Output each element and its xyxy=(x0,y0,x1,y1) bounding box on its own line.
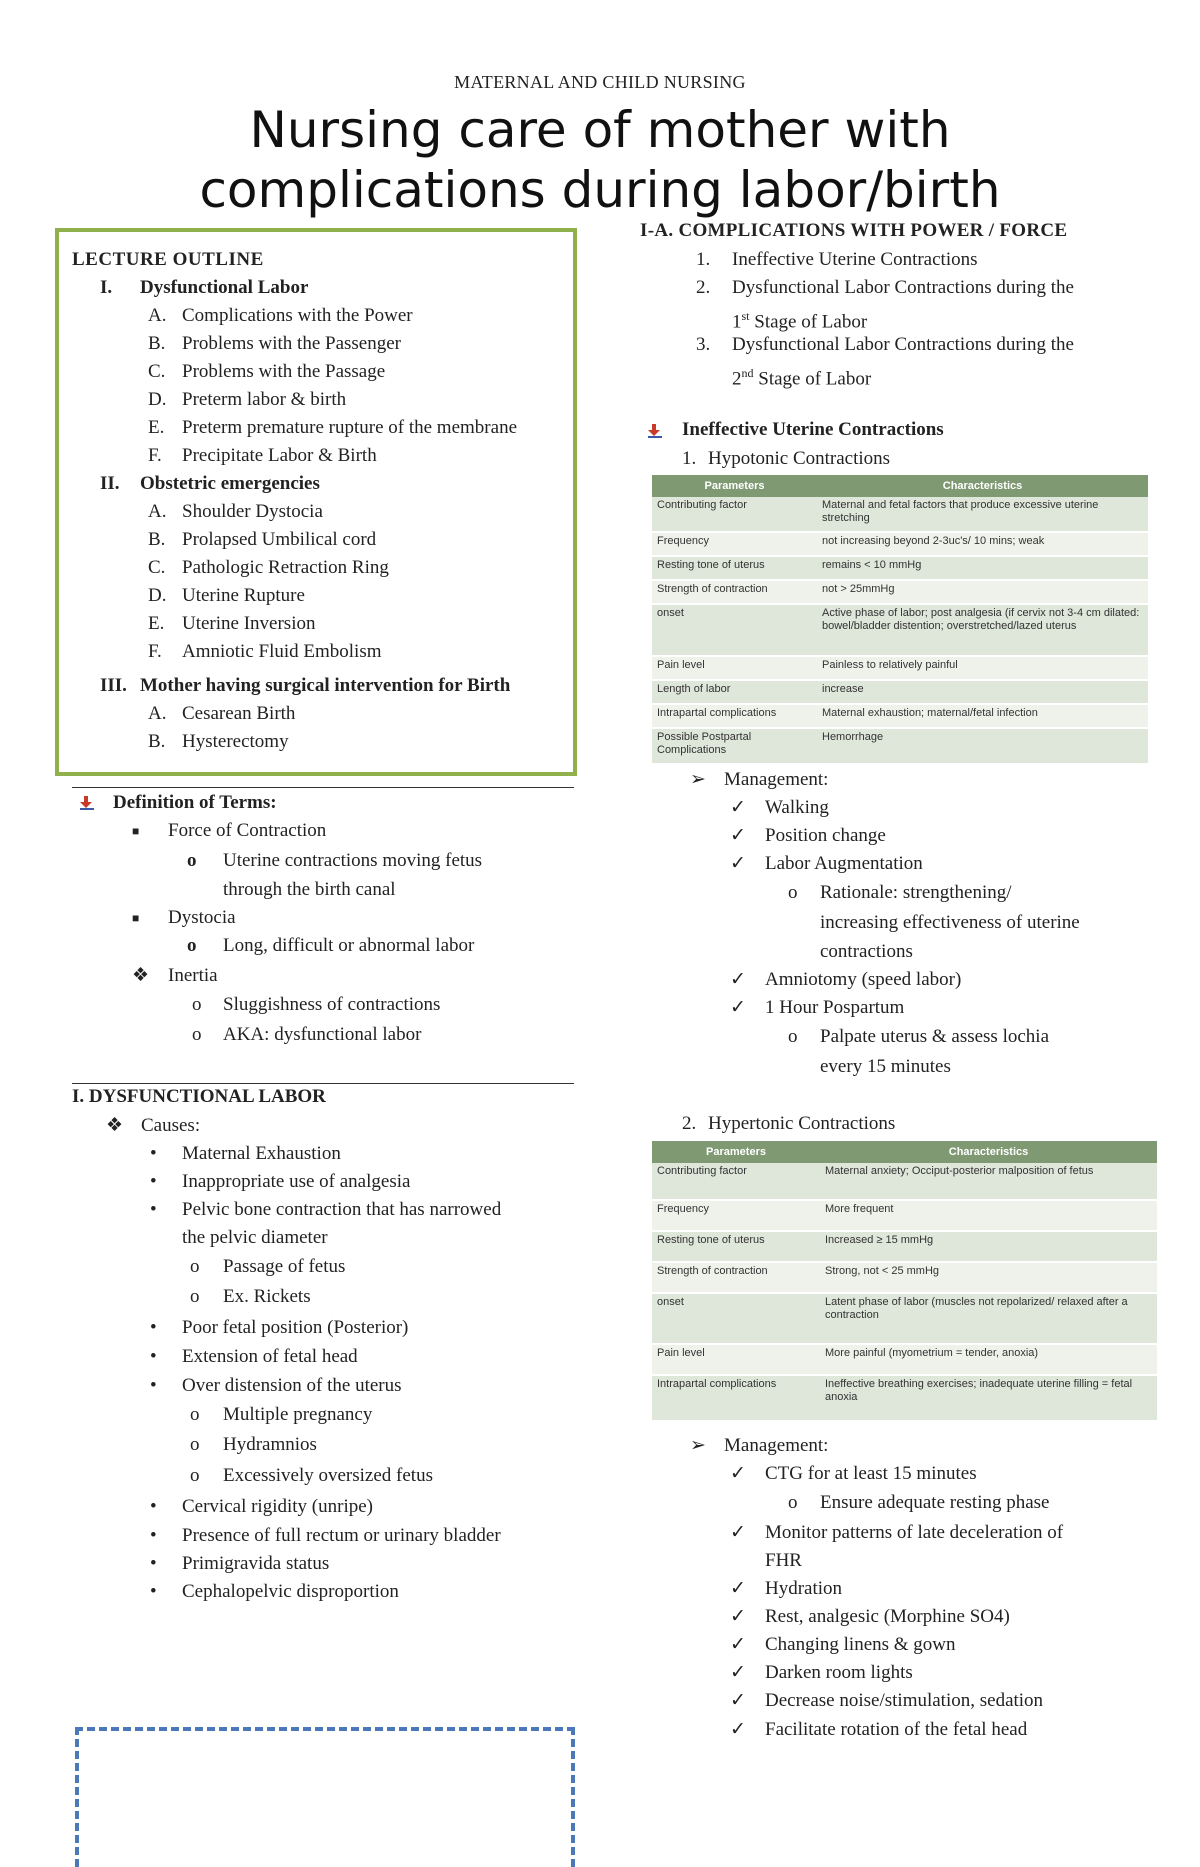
outline-item: Pathologic Retraction Ring xyxy=(182,557,389,578)
list-number: 2. xyxy=(682,1113,697,1134)
table-cell: Latent phase of labor (muscles not repolarized/ relaxed after a contraction xyxy=(820,1293,1157,1344)
table-row xyxy=(652,1344,1157,1375)
management-subitem: every 15 minutes xyxy=(820,1056,951,1077)
table-cell: Frequency xyxy=(652,532,817,556)
table-cell: Maternal exhaustion; maternal/fetal infection xyxy=(817,704,1148,728)
outline-item-letter: D. xyxy=(148,585,167,606)
checkmark-icon: ✓ xyxy=(730,997,746,1018)
bullet-icon: • xyxy=(150,1171,157,1192)
cause-subitem: Hydramnios xyxy=(223,1434,317,1455)
document-subtitle: MATERNAL AND CHILD NURSING xyxy=(454,72,746,92)
checkmark-icon: ✓ xyxy=(730,1578,746,1599)
outline-section-num: II. xyxy=(100,473,120,494)
cause-item: the pelvic diameter xyxy=(182,1227,328,1248)
outline-item-letter: F. xyxy=(148,641,162,662)
management-item: 1 Hour Pospartum xyxy=(765,997,905,1018)
table-row xyxy=(652,497,1148,532)
table-cell: More frequent xyxy=(820,1200,1157,1231)
management-subitem: Ensure adequate resting phase xyxy=(820,1492,1050,1513)
table-cell: Intrapartal complications xyxy=(652,1375,820,1421)
list-number: 3. xyxy=(696,334,711,355)
term: Inertia xyxy=(168,965,218,986)
outline-item: Uterine Rupture xyxy=(182,585,305,606)
management-item: CTG for at least 15 minutes xyxy=(765,1463,977,1484)
management-label: Management: xyxy=(724,1435,829,1456)
checkmark-icon: ✓ xyxy=(730,1522,746,1543)
table-cell: increase xyxy=(817,680,1148,704)
management-item: Changing linens & gown xyxy=(765,1634,956,1655)
checkmark-icon: ✓ xyxy=(730,1634,746,1655)
divider xyxy=(72,787,574,788)
outline-item-letter: A. xyxy=(148,305,167,326)
outline-item-letter: A. xyxy=(148,703,167,724)
table-cell: Active phase of labor; post analgesia (if cervix not 3-4 cm dilated: bowel/bladder distention; overstretched/lazed uterus xyxy=(817,604,1148,656)
table-cell: Hemorrhage xyxy=(817,728,1148,764)
table-row xyxy=(652,656,1148,680)
circle-bullet-icon: o xyxy=(192,1024,202,1045)
circle-bullet-icon: o xyxy=(788,1026,798,1047)
stage-suffix: nd xyxy=(741,366,754,380)
management-item: Hydration xyxy=(765,1578,843,1599)
table-cell: Strength of contraction xyxy=(652,1262,820,1293)
management-subitem: Palpate uterus & assess lochia xyxy=(820,1026,1050,1047)
term-definition: through the birth canal xyxy=(223,879,396,900)
cause-subitem: Ex. Rickets xyxy=(223,1286,311,1307)
list-item-cont xyxy=(732,359,871,393)
term: Force of Contraction xyxy=(168,820,327,841)
cause-item: Over distension of the uterus xyxy=(182,1375,402,1396)
outline-item-letter: B. xyxy=(148,731,166,752)
table-cell: remains < 10 mmHg xyxy=(817,556,1148,580)
circle-bullet-icon: o xyxy=(190,1256,200,1277)
outline-section-title: Obstetric emergencies xyxy=(140,473,320,494)
management-item: FHR xyxy=(765,1550,802,1571)
cause-item: Extension of fetal head xyxy=(182,1346,358,1367)
outline-item-letter: F. xyxy=(148,445,162,466)
management-item: Monitor patterns of late deceleration of xyxy=(765,1522,1064,1543)
checkmark-icon: ✓ xyxy=(730,969,746,990)
download-arrow-icon xyxy=(648,424,664,438)
outline-item: Shoulder Dystocia xyxy=(182,501,323,522)
subsection-title: Hypertonic Contractions xyxy=(708,1113,896,1134)
checkmark-icon: ✓ xyxy=(730,1662,746,1683)
table-row xyxy=(652,1163,1157,1200)
checkmark-icon: ✓ xyxy=(730,797,746,818)
table-cell: onset xyxy=(652,604,817,656)
bullet-icon: • xyxy=(150,1553,157,1574)
outline-item: Prolapsed Umbilical cord xyxy=(182,529,377,550)
outline-item-letter: D. xyxy=(148,389,167,410)
stage-number: 1 xyxy=(732,311,742,333)
diamond-bullet-icon: ❖ xyxy=(106,1115,124,1136)
table-cell: Resting tone of uterus xyxy=(652,556,817,580)
term-definition: Uterine contractions moving fetus xyxy=(223,850,483,871)
management-label: Management: xyxy=(724,769,829,790)
cause-subitem: Excessively oversized fetus xyxy=(223,1465,433,1486)
hypertonic-table xyxy=(652,1141,1157,1422)
definitions-heading: Definition of Terms: xyxy=(113,792,277,813)
table-cell: Frequency xyxy=(652,1200,820,1231)
checkmark-icon: ✓ xyxy=(730,1690,746,1711)
bullet-icon: • xyxy=(150,1525,157,1546)
cause-subitem: Multiple pregnancy xyxy=(223,1404,373,1425)
table-row xyxy=(652,1200,1157,1231)
checkmark-icon: ✓ xyxy=(730,1606,746,1627)
list-item: Dysfunctional Labor Contractions during the xyxy=(732,334,1074,355)
table-row xyxy=(652,728,1148,764)
causes-label: Causes: xyxy=(141,1115,201,1136)
bullet-icon: • xyxy=(150,1317,157,1338)
outline-item-letter: B. xyxy=(148,529,166,550)
circle-bullet-icon: o xyxy=(190,1286,200,1307)
outline-item: Preterm labor & birth xyxy=(182,389,347,410)
management-item: Amniotomy (speed labor) xyxy=(765,969,962,990)
outline-heading: LECTURE OUTLINE xyxy=(72,249,264,270)
table-header: Parameters xyxy=(652,1141,820,1163)
bullet-icon: • xyxy=(150,1375,157,1396)
outline-item-letter: B. xyxy=(148,333,166,354)
table-cell: not > 25mmHg xyxy=(817,580,1148,604)
square-bullet-icon: ■ xyxy=(132,824,140,838)
outline-item-letter: E. xyxy=(148,417,165,438)
management-item: Rest, analgesic (Morphine SO4) xyxy=(765,1606,1010,1627)
outline-section-title: Dysfunctional Labor xyxy=(140,277,309,298)
management-item: Position change xyxy=(765,825,886,846)
cause-subitem: Passage of fetus xyxy=(223,1256,346,1277)
outline-section-num: I. xyxy=(100,277,113,298)
table-cell: More painful (myometrium = tender, anoxia) xyxy=(820,1344,1157,1375)
outline-item-letter: A. xyxy=(148,501,167,522)
hypotonic-table xyxy=(652,475,1148,765)
management-item: Facilitate rotation of the fetal head xyxy=(765,1719,1028,1740)
table-cell: Increased ≥ 15 mmHg xyxy=(820,1231,1157,1262)
stage-text: Stage of Labor xyxy=(753,368,872,390)
subsection-title: Hypotonic Contractions xyxy=(708,448,891,469)
term-definition: Sluggishness of contractions xyxy=(223,994,441,1015)
table-cell: Pain level xyxy=(652,1344,820,1375)
dashed-placeholder-box xyxy=(75,1727,575,1867)
outline-item: Complications with the Power xyxy=(182,305,413,326)
management-item: Walking xyxy=(765,797,829,818)
title-line-1: Nursing care of mother with xyxy=(249,101,951,159)
management-subitem: contractions xyxy=(820,941,913,962)
list-item: Ineffective Uterine Contractions xyxy=(732,249,978,270)
table-row xyxy=(652,556,1148,580)
table-header: Characteristics xyxy=(820,1141,1157,1163)
circle-bullet-icon: o xyxy=(190,1404,200,1425)
table-row xyxy=(652,532,1148,556)
circle-bullet-icon: o xyxy=(187,850,197,871)
outline-section-num: III. xyxy=(100,675,127,696)
circle-bullet-icon: o xyxy=(187,935,197,956)
management-subitem: Rationale: strengthening/ xyxy=(820,882,1012,903)
management-item: Decrease noise/stimulation, sedation xyxy=(765,1690,1044,1711)
outline-item: Cesarean Birth xyxy=(182,703,296,724)
table-cell: Intrapartal complications xyxy=(652,704,817,728)
outline-item: Amniotic Fluid Embolism xyxy=(182,641,382,662)
table-cell: Length of labor xyxy=(652,680,817,704)
term: Dystocia xyxy=(168,907,236,928)
table-cell: Maternal and fetal factors that produce excessive uterine stretching xyxy=(817,497,1148,532)
subsection-heading: Ineffective Uterine Contractions xyxy=(682,419,944,440)
list-number: 1. xyxy=(696,249,711,270)
diamond-bullet-icon: ❖ xyxy=(132,965,150,986)
circle-bullet-icon: o xyxy=(192,994,202,1015)
checkmark-icon: ✓ xyxy=(730,1463,746,1484)
table-row xyxy=(652,1231,1157,1262)
table-row xyxy=(652,704,1148,728)
checkmark-icon: ✓ xyxy=(730,1719,746,1740)
table-cell: Strong, not < 25 mmHg xyxy=(820,1262,1157,1293)
circle-bullet-icon: o xyxy=(190,1434,200,1455)
stage-suffix: st xyxy=(741,309,750,323)
bullet-icon: • xyxy=(150,1346,157,1367)
title-line-2: complications during labor/birth xyxy=(199,161,1001,219)
term-definition: AKA: dysfunctional labor xyxy=(223,1024,422,1045)
cause-item: Inappropriate use of analgesia xyxy=(182,1171,411,1192)
bullet-icon: • xyxy=(150,1581,157,1602)
arrow-bullet-icon: ➢ xyxy=(690,769,706,790)
outline-item: Problems with the Passage xyxy=(182,361,386,382)
bullet-icon: • xyxy=(150,1143,157,1164)
cause-item: Presence of full rectum or urinary bladder xyxy=(182,1525,501,1546)
table-cell: not increasing beyond 2-3uc's/ 10 mins; weak xyxy=(817,532,1148,556)
table-cell: Maternal anxiety; Occiput-posterior malposition of fetus xyxy=(820,1163,1157,1200)
table-cell: Painless to relatively painful xyxy=(817,656,1148,680)
management-subitem: increasing effectiveness of uterine xyxy=(820,912,1080,933)
outline-item-letter: C. xyxy=(148,361,166,382)
stage-number: 2 xyxy=(732,368,742,390)
cause-item: Cervical rigidity (unripe) xyxy=(182,1496,373,1517)
table-header: Parameters xyxy=(652,475,817,497)
cause-item: Cephalopelvic disproportion xyxy=(182,1581,399,1602)
outline-item-letter: C. xyxy=(148,557,166,578)
circle-bullet-icon: o xyxy=(788,882,798,903)
cause-item: Primigravida status xyxy=(182,1553,330,1574)
section-heading: I-A. COMPLICATIONS WITH POWER / FORCE xyxy=(640,220,1068,241)
table-cell: Resting tone of uterus xyxy=(652,1231,820,1262)
outline-item: Uterine Inversion xyxy=(182,613,316,634)
table-row xyxy=(652,1375,1157,1421)
management-item: Darken room lights xyxy=(765,1662,913,1683)
outline-item: Problems with the Passenger xyxy=(182,333,402,354)
checkmark-icon: ✓ xyxy=(730,825,746,846)
stage-text: Stage of Labor xyxy=(749,311,868,333)
table-row xyxy=(652,604,1148,656)
bullet-icon: • xyxy=(150,1199,157,1220)
cause-item: Poor fetal position (Posterior) xyxy=(182,1317,409,1338)
square-bullet-icon: ■ xyxy=(132,911,140,925)
table-cell: Pain level xyxy=(652,656,817,680)
table-header: Characteristics xyxy=(817,475,1148,497)
outline-item: Preterm premature rupture of the membrane xyxy=(182,417,517,438)
management-item: Labor Augmentation xyxy=(765,853,923,874)
list-number: 2. xyxy=(696,277,711,298)
table-row xyxy=(652,580,1148,604)
circle-bullet-icon: o xyxy=(190,1465,200,1486)
circle-bullet-icon: o xyxy=(788,1492,798,1513)
table-row xyxy=(652,1262,1157,1293)
cause-item: Maternal Exhaustion xyxy=(182,1143,341,1164)
list-number: 1. xyxy=(682,448,697,469)
document-title xyxy=(0,100,1200,220)
table-cell: Contributing factor xyxy=(652,1163,820,1200)
arrow-bullet-icon: ➢ xyxy=(690,1435,706,1456)
download-arrow-icon xyxy=(80,796,96,810)
table-cell: onset xyxy=(652,1293,820,1344)
list-item: Dysfunctional Labor Contractions during the xyxy=(732,277,1074,298)
checkmark-icon: ✓ xyxy=(730,853,746,874)
outline-item-letter: E. xyxy=(148,613,165,634)
table-cell: Ineffective breathing exercises; inadequate uterine filling = fetal anoxia xyxy=(820,1375,1157,1421)
table-row xyxy=(652,680,1148,704)
table-row xyxy=(652,1293,1157,1344)
outline-item: Hysterectomy xyxy=(182,731,289,752)
outline-section-title: Mother having surgical intervention for Birth xyxy=(140,675,511,696)
bullet-icon: • xyxy=(150,1496,157,1517)
table-cell: Contributing factor xyxy=(652,497,817,532)
cause-item: Pelvic bone contraction that has narrowed xyxy=(182,1199,502,1220)
outline-item: Precipitate Labor & Birth xyxy=(182,445,377,466)
section-heading: I. DYSFUNCTIONAL LABOR xyxy=(72,1086,326,1107)
term-definition: Long, difficult or abnormal labor xyxy=(223,935,475,956)
table-cell: Strength of contraction xyxy=(652,580,817,604)
table-cell: Possible Postpartal Complications xyxy=(652,728,817,764)
